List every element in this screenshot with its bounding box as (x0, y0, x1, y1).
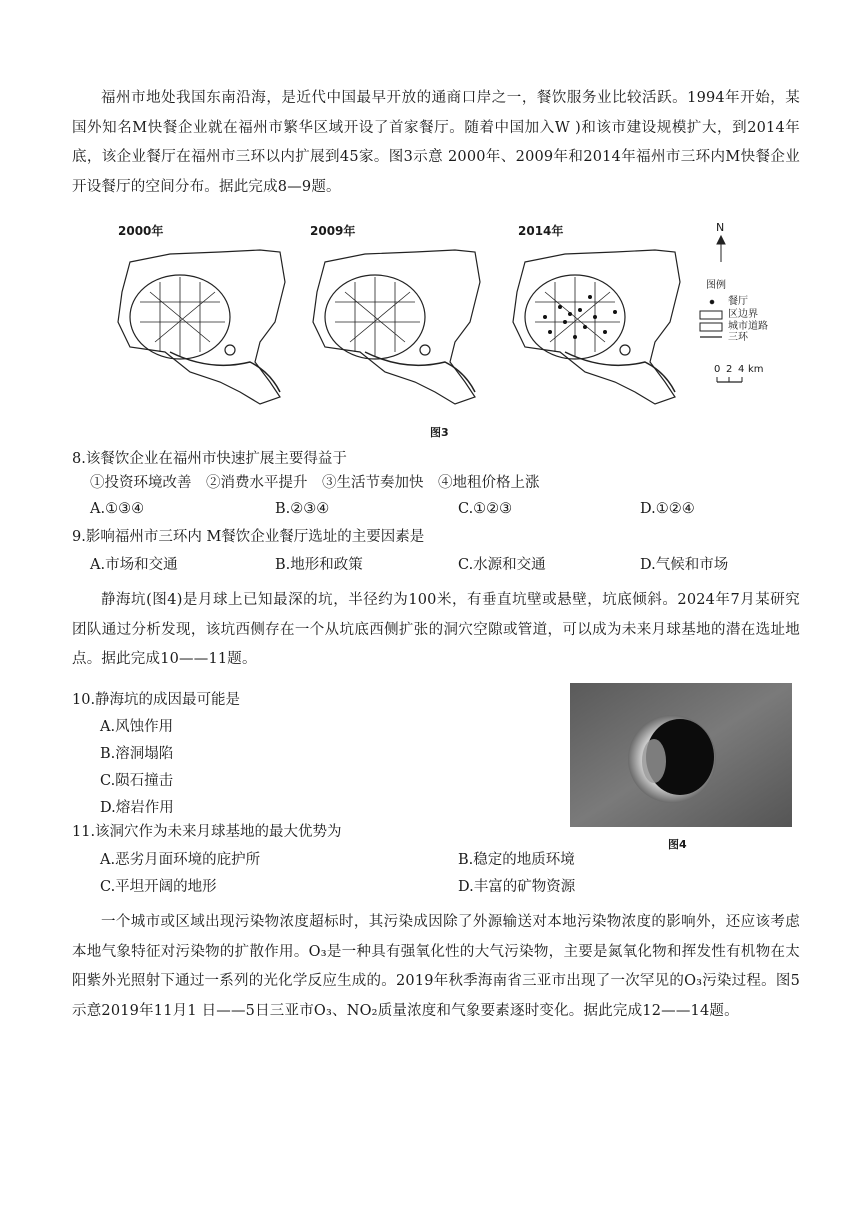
q8-option-c: C.①②③ (458, 501, 513, 517)
map-2014 (513, 250, 680, 404)
scale-0: 0 (714, 364, 721, 375)
intro-paragraph-1: 福州市地处我国东南沿海，是近代中国最早开放的通商口岸之一，餐饮服务业比较活跃。1994年开始，某国外知名M快餐企业就在福州市繁华区域开设了首家餐厅。随着中国加入W )和该市建设规模扩大，到2014年底，该企业餐厅在福州市三环以内扩展到45家。图3示意 2000年、2009年和2014年福州市三环内M快餐企业开设餐厅的空间分布。据此完成8—9题。 (72, 90, 800, 195)
intro-paragraph-2: 静海坑(图4)是月球上已知最深的坑，半径约为100米，有垂直坑壁或悬壁，坑底倾斜。2024年7月某研究团队通过分析发现，该坑西侧存在一个从坑底西侧扩张的洞穴空隙或管道，可以成为未来月球基地的潜在选址地点。据此完成10——11题。 (72, 592, 800, 667)
legend-third-ring: 三环 (728, 332, 748, 343)
map-2000 (118, 250, 285, 404)
q10-option-c: C.陨石撞击 (100, 773, 174, 789)
north-label: N (716, 221, 725, 234)
figure-3-maps (110, 222, 810, 422)
legend-title: 图例 (706, 280, 726, 291)
north-arrow-icon (717, 236, 725, 262)
city-maps-svg (110, 222, 810, 422)
crater-image (570, 683, 792, 827)
q10-option-d: D.熔岩作用 (100, 800, 174, 816)
figure-4-caption: 图4 (668, 838, 687, 851)
question-8-items: ①投资环境改善 ②消费水平提升 ③生活节奏加快 ④地租价格上涨 (90, 475, 540, 491)
q9-option-a: A.市场和交通 (90, 557, 178, 573)
question-9-stem: 9.影响福州市三环内 M餐饮企业餐厅选址的主要因素是 (72, 529, 425, 545)
legend-district-boundary: 区边界 (728, 309, 758, 320)
q8-option-b: B.②③④ (275, 501, 330, 517)
q10-option-a: A.风蚀作用 (100, 719, 174, 735)
question-11-stem: 11.该洞穴作为未来月球基地的最大优势为 (72, 824, 342, 840)
map-title-2014: 2014年 (518, 224, 564, 238)
q11-option-b: B.稳定的地质环境 (458, 852, 575, 868)
map-2009 (313, 250, 480, 404)
q8-option-d: D.①②④ (640, 501, 695, 517)
map-title-2009: 2009年 (310, 224, 356, 238)
q11-option-d: D.丰富的矿物资源 (458, 879, 576, 895)
q9-option-d: D.气候和市场 (640, 557, 729, 573)
q8-option-a: A.①③④ (90, 501, 145, 517)
q9-option-c: C.水源和交通 (458, 557, 546, 573)
figure-4-crater-photo (570, 683, 792, 827)
scale-unit: km (748, 364, 764, 375)
scale-4: 4 (738, 364, 745, 375)
figure-3-caption: 图3 (430, 426, 449, 439)
q11-option-a: A.恶劣月面环境的庇护所 (100, 852, 261, 868)
legend-restaurant: 餐厅 (728, 296, 748, 307)
scale-bar (717, 377, 742, 382)
question-10-stem: 10.静海坑的成因最可能是 (72, 692, 241, 708)
map-title-2000: 2000年 (118, 224, 164, 238)
legend-symbols (700, 300, 722, 337)
legend-city-road: 城市道路 (728, 321, 768, 332)
question-8-stem: 8.该餐饮企业在福州市快速扩展主要得益于 (72, 451, 347, 467)
scale-2: 2 (726, 364, 733, 375)
q11-option-c: C.平坦开阔的地形 (100, 879, 217, 895)
intro-paragraph-3: 一个城市或区域出现污染物浓度超标时，其污染成因除了外源输送对本地污染物浓度的影响外，还应该考虑本地气象特征对污染物的扩散作用。O₃是一种具有强氧化性的大气污染物，主要是氮氧化物和挥发性有机物在太阳紫外光照射下通过一系列的光化学反应生成的。2019年秋季海南省三亚市出现了一次罕见的O₃污染过程。图5示意2019年11月1 日——5日三亚市O₃、NO₂质量浓度和气象要素逐时变化。据此完成12——14题。 (72, 914, 800, 1019)
q10-option-b: B.溶洞塌陷 (100, 746, 174, 762)
q9-option-b: B.地形和政策 (275, 557, 363, 573)
